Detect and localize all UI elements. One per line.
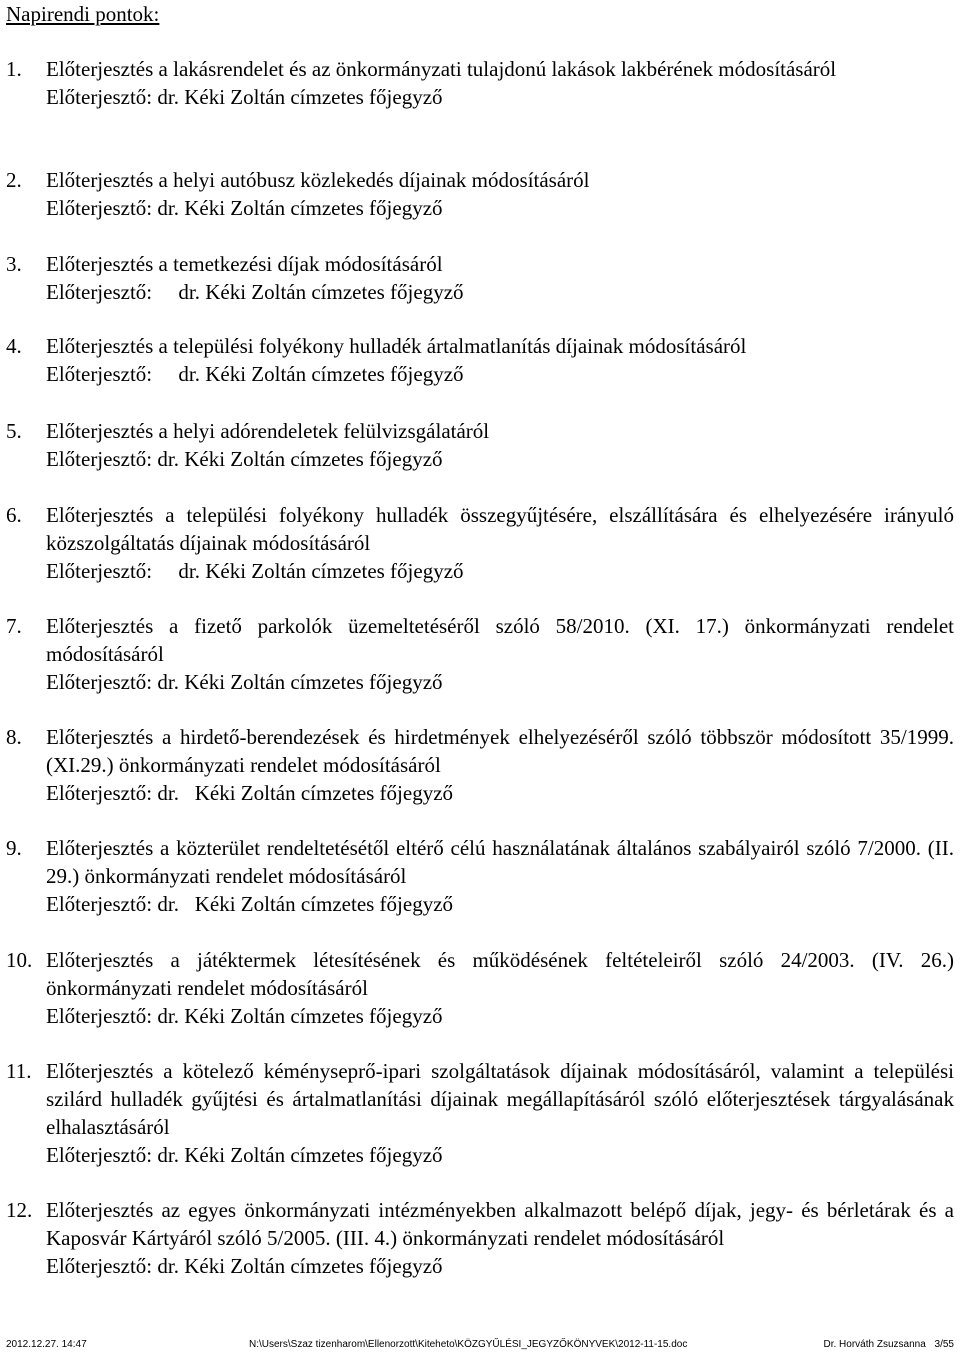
agenda-item-presenter: Előterjesztő: dr. Kéki Zoltán címzetes főjegyző (46, 1143, 443, 1167)
agenda-item-number: 1. (6, 57, 22, 81)
footer-author: Dr. Horváth Zsuzsanna (823, 1339, 926, 1350)
agenda-item-title: Előterjesztés a települési folyékony hulladék összegyűjtésére, elszállítására és elhelyezésére irányuló közszolgáltatás díjainak módosításáról (46, 503, 954, 555)
agenda-item-body (46, 612, 954, 696)
agenda-item-body (46, 417, 954, 473)
agenda-item-body (46, 1196, 954, 1280)
agenda-item-body (46, 946, 954, 1030)
footer-author-page (823, 1338, 954, 1352)
agenda-item-body (46, 166, 954, 222)
agenda-item (6, 501, 954, 585)
agenda-item-body (46, 834, 954, 918)
agenda-item-body (46, 501, 954, 585)
agenda-item-title: Előterjesztés a helyi adórendeletek felülvizsgálatáról (46, 419, 490, 443)
agenda-item-presenter: Előterjesztő: dr. Kéki Zoltán címzetes főjegyző (46, 1004, 443, 1028)
agenda-item-number: 7. (6, 614, 22, 638)
agenda-item-presenter: Előterjesztő: dr. Kéki Zoltán címzetes főjegyző (46, 559, 464, 583)
footer-date: 2012.12.27. 14:47 (6, 1339, 87, 1350)
agenda-item-number: 2. (6, 168, 22, 192)
agenda-item-body (46, 250, 954, 306)
agenda-item (6, 55, 954, 111)
agenda-item-title: Előterjesztés a játéktermek létesítésének és működésének feltételeiről szóló 24/2003. (IV. 26.) önkormányzati rendelet módosításáról (46, 948, 954, 1000)
agenda-item-title: Előterjesztés a lakásrendelet és az önkormányzati tulajdonú lakások lakbérének módosításáról (46, 57, 837, 81)
agenda-item-title: Előterjesztés a temetkezési díjak módosításáról (46, 252, 443, 276)
agenda-item-title: Előterjesztés a települési folyékony hulladék ártalmatlanítás díjainak módosításáról (46, 334, 747, 358)
agenda-item-presenter: Előterjesztő: dr. Kéki Zoltán címzetes főjegyző (46, 196, 443, 220)
agenda-item (6, 332, 954, 388)
agenda-item-title: Előterjesztés a kötelező kéményseprő-ipari szolgáltatások díjainak módosításáról, valamint a települési szilárd hulladék gyűjtési és ártalmatlanítási díjainak megállapításáról szóló előterjesztések tárgyalásának elhalasztásáról (46, 1059, 954, 1139)
agenda-item-body (46, 1057, 954, 1169)
agenda-item-title: Előterjesztés a hirdető-berendezések és hirdetmények elhelyezéséről szóló többször módosított 35/1999. (XI.29.) önkormányzati rendelet módosításáról (46, 725, 954, 777)
agenda-item-number: 6. (6, 503, 22, 527)
agenda-item-number: 3. (6, 252, 22, 276)
agenda-item-number: 4. (6, 334, 22, 358)
agenda-item (6, 1057, 954, 1169)
agenda-item-presenter: Előterjesztő: dr. Kéki Zoltán címzetes főjegyző (46, 447, 443, 471)
agenda-item-presenter: Előterjesztő: dr. Kéki Zoltán címzetes főjegyző (46, 781, 454, 805)
agenda-item (6, 946, 954, 1030)
agenda-item (6, 417, 954, 473)
agenda-item (6, 166, 954, 222)
agenda-item-number: 8. (6, 725, 22, 749)
agenda-item (6, 612, 954, 696)
footer-file-path: N:\Users\Szaz tizenharom\Ellenorzott\Kiteheto\KÖZGYŰLÉSI_JEGYZŐKÖNYVEK\2012-11-15.doc (249, 1339, 688, 1350)
agenda-item-body (46, 723, 954, 807)
agenda-heading: Napirendi pontok: (6, 2, 160, 26)
agenda-item-number: 11. (6, 1059, 32, 1083)
agenda-item-number: 10. (6, 948, 33, 972)
agenda-item (6, 834, 954, 918)
agenda-item (6, 723, 954, 807)
page-footer (6, 1338, 954, 1352)
agenda-item-number: 9. (6, 836, 22, 860)
agenda-item-title: Előterjesztés a helyi autóbusz közlekedés díjainak módosításáról (46, 168, 590, 192)
agenda-item-title: Előterjesztés az egyes önkormányzati intézményekben alkalmazott belépő díjak, jegy- és bérletárak és a Kaposvár Kártyáról szóló 5/2005. (III. 4.) önkormányzati rendelet módosításáról (46, 1198, 954, 1250)
agenda-item (6, 250, 954, 306)
agenda-item-presenter: Előterjesztő: dr. Kéki Zoltán címzetes főjegyző (46, 670, 443, 694)
agenda-item-presenter: Előterjesztő: dr. Kéki Zoltán címzetes főjegyző (46, 280, 464, 304)
agenda-item-presenter: Előterjesztő: dr. Kéki Zoltán címzetes főjegyző (46, 362, 464, 386)
agenda-item-number: 12. (6, 1198, 33, 1222)
agenda-item (6, 1196, 954, 1280)
agenda-item-body (46, 332, 954, 388)
agenda-item-presenter: Előterjesztő: dr. Kéki Zoltán címzetes főjegyző (46, 85, 443, 109)
agenda-item-presenter: Előterjesztő: dr. Kéki Zoltán címzetes főjegyző (46, 892, 454, 916)
agenda-item-title: Előterjesztés a közterület rendeltetésétől eltérő célú használatának általános szabályairól szóló 7/2000. (II. 29.) önkormányzati rendelet módosításáról (46, 836, 954, 888)
agenda-item-body (46, 55, 954, 111)
agenda-item-number: 5. (6, 419, 22, 443)
agenda-item-presenter: Előterjesztő: dr. Kéki Zoltán címzetes főjegyző (46, 1254, 443, 1278)
agenda-item-title: Előterjesztés a fizető parkolók üzemeltetéséről szóló 58/2010. (XI. 17.) önkormányzati rendelet módosításáról (46, 614, 954, 666)
footer-page-number: 3/55 (934, 1339, 954, 1350)
